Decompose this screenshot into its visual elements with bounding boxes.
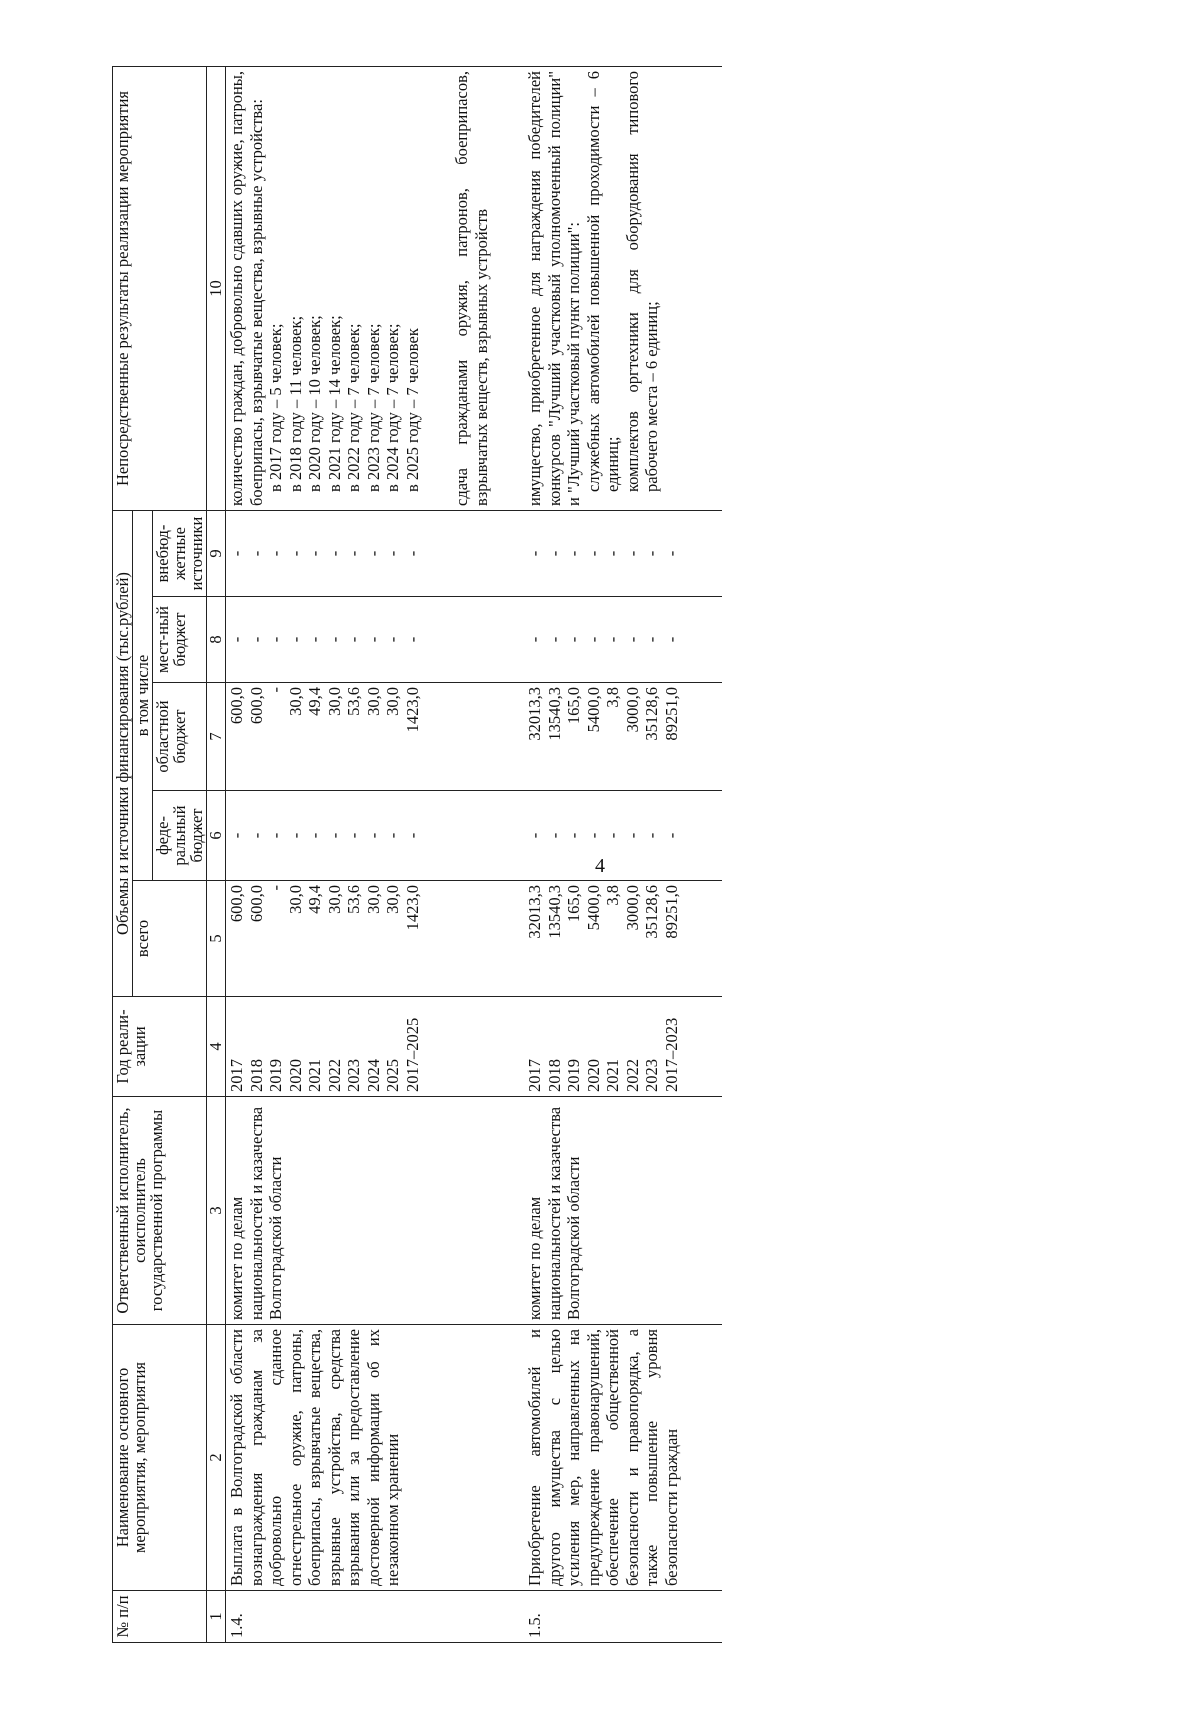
cell-line: 2025 <box>383 1059 402 1092</box>
cell-line: - <box>363 636 383 643</box>
page-number: 4 <box>595 855 605 877</box>
cell-line: - <box>583 832 603 839</box>
row-spacer <box>682 67 722 1643</box>
measure-name: Приобретение автомобилей и другого имущества с целью усиления мер, направленных на предупреждение правонарушений, обеспечение общественной безопасности и правопорядка, а также повышение уровня безопасности граждан <box>524 1325 682 1591</box>
cell-line: в 2021 году – 14 человек; <box>324 315 344 492</box>
column-number: 5 <box>207 881 226 997</box>
row-number: 1.4. <box>226 1591 493 1643</box>
cell-line: 2017–2025 <box>402 1017 422 1092</box>
cell-line: 3000,0 <box>622 885 642 931</box>
column-number: 9 <box>207 511 226 597</box>
regional-cell <box>524 683 682 791</box>
cell-line: 3,8 <box>603 885 622 906</box>
cell-line: 2023 <box>642 1059 661 1092</box>
cell-line: - <box>305 832 324 839</box>
cell-line: - <box>383 832 402 839</box>
cell-line: 600,0 <box>246 885 266 923</box>
row-spacer <box>492 67 524 1643</box>
cell-line: - <box>661 636 681 643</box>
cell-line: 32013,3 <box>525 687 544 741</box>
column-number: 3 <box>207 1097 226 1325</box>
cell-line: 2021 <box>603 1059 622 1092</box>
responsible-executor: комитет по делам национальностей и казачества Волгоградской области <box>226 1097 493 1325</box>
total-cell <box>524 881 682 997</box>
cell-line: - <box>622 832 642 839</box>
cell-line: - <box>227 550 246 557</box>
cell-line: в 2018 году – 11 человек; <box>285 315 305 492</box>
cell-line: 89251,0 <box>661 885 681 939</box>
cell-line: в 2025 году – 7 человек <box>402 328 422 492</box>
cell-line: 2017 <box>227 1059 246 1092</box>
column-number: 1 <box>207 1591 226 1643</box>
cell-line: - <box>324 636 344 643</box>
cell-line: - <box>525 832 544 839</box>
cell-line: - <box>227 832 246 839</box>
row-number: 1.5. <box>524 1591 682 1643</box>
cell-line: - <box>402 832 422 839</box>
column-number: 2 <box>207 1325 226 1591</box>
rotated-table-sheet <box>112 67 1112 1643</box>
cell-line: - <box>603 550 622 557</box>
header-extra: внебюд-жетные источники <box>153 511 207 597</box>
results-extra: сдача гражданами оружия, патронов, боеприпасов, взрывчатых веществ, взрывных устройств <box>452 71 491 506</box>
results-cell <box>226 67 493 511</box>
cell-line: 49,4 <box>305 687 324 716</box>
cell-line: 2020 <box>583 1059 603 1092</box>
cell-line: 89251,0 <box>661 687 681 741</box>
cell-line: комплектов оргтехники для оборудования типового рабочего места – 6 единиц; <box>622 71 661 492</box>
cell-line: - <box>344 636 363 643</box>
cell-line: - <box>642 636 661 643</box>
federal-cell <box>524 791 682 881</box>
cell-line: 3000,0 <box>622 687 642 733</box>
cell-line: 165,0 <box>564 885 583 923</box>
cell-line: - <box>564 832 583 839</box>
header-executor: Ответственный исполнитель, соисполнитель государственной программы <box>113 1097 207 1325</box>
cell-line: - <box>266 885 285 891</box>
cell-line: 2017 <box>525 1059 544 1092</box>
cell-line: - <box>285 636 305 643</box>
cell-line: - <box>324 832 344 839</box>
table-row-1-5 <box>524 67 682 1643</box>
header-including: в том числе <box>133 511 153 881</box>
total-cell <box>226 881 493 997</box>
cell-line: 53,6 <box>344 687 363 716</box>
cell-line: - <box>622 550 642 557</box>
cell-line: 35128,6 <box>642 687 661 741</box>
cell-line: - <box>305 636 324 643</box>
cell-line: 30,0 <box>324 885 344 914</box>
results-lines <box>266 71 422 506</box>
cell-line: - <box>246 832 266 839</box>
cell-line: 13540,3 <box>544 885 564 939</box>
cell-line: - <box>661 550 681 557</box>
measure-name: Выплата в Волгоградской области вознаграждения гражданам за добровольно сданное огнестрельное оружие, патроны, боеприпасы, взрывчатые вещества, взрывные устройства, средства взрывания или за предоставление достоверной информации об их незаконном хранении <box>226 1325 493 1591</box>
cell-line: в 2017 году – 5 человек; <box>266 323 285 492</box>
cell-line: - <box>525 550 544 557</box>
local-cell <box>226 597 493 683</box>
cell-line: - <box>305 550 324 557</box>
cell-line: - <box>266 687 285 693</box>
cell-line: - <box>363 550 383 557</box>
cell-line: - <box>285 550 305 557</box>
cell-line: 30,0 <box>324 687 344 716</box>
cell-line: 30,0 <box>363 885 383 914</box>
cell-line: - <box>383 550 402 557</box>
cell-line: - <box>642 550 661 557</box>
cell-line: - <box>266 636 285 643</box>
cell-line: 2021 <box>305 1059 324 1092</box>
cell-line: - <box>402 550 422 557</box>
cell-line: 2019 <box>564 1059 583 1092</box>
cell-line: 30,0 <box>383 687 402 716</box>
column-number: 4 <box>207 997 226 1097</box>
cell-line: 2017–2023 <box>661 1017 681 1092</box>
cell-line: - <box>622 636 642 643</box>
cell-line: 30,0 <box>383 885 402 914</box>
cell-line: 2024 <box>363 1059 383 1092</box>
regional-cell <box>226 683 493 791</box>
cell-line: 30,0 <box>285 687 305 716</box>
cell-line: в 2022 году – 7 человек; <box>344 323 363 492</box>
cell-line: 30,0 <box>285 885 305 914</box>
cell-line: 1423,0 <box>402 885 422 931</box>
cell-line: 600,0 <box>227 885 246 923</box>
table-row-1-4 <box>226 67 493 1643</box>
extra-cell <box>524 511 682 597</box>
cell-line: 2018 <box>544 1059 564 1092</box>
cell-line: - <box>227 636 246 643</box>
cell-line: 2022 <box>324 1059 344 1092</box>
cell-line: 13540,3 <box>544 687 564 741</box>
years-cell <box>524 997 682 1097</box>
years-cell <box>226 997 493 1097</box>
program-table <box>112 66 722 1643</box>
cell-line: - <box>564 636 583 643</box>
responsible-executor: комитет по делам национальностей и казачества Волгоградской области <box>524 1097 682 1325</box>
cell-line: 32013,3 <box>525 885 544 939</box>
cell-line: - <box>344 550 363 557</box>
cell-line: - <box>661 832 681 839</box>
header-year: Год реали-зации <box>113 997 207 1097</box>
cell-line: 600,0 <box>246 687 266 725</box>
column-number: 7 <box>207 683 226 791</box>
cell-line: - <box>642 832 661 839</box>
cell-line: 165,0 <box>564 687 583 725</box>
cell-line: - <box>544 832 564 839</box>
header-regional: областной бюджет <box>153 683 207 791</box>
cell-line: - <box>544 550 564 557</box>
cell-line: 2019 <box>266 1059 285 1092</box>
header-federal: феде-ральный бюджет <box>153 791 207 881</box>
local-cell <box>524 597 682 683</box>
cell-line: - <box>383 636 402 643</box>
cell-line: 3,8 <box>603 687 622 708</box>
cell-line: 2018 <box>246 1059 266 1092</box>
cell-line: - <box>246 636 266 643</box>
header-results: Непосредственные результаты реализации мероприятия <box>113 67 207 511</box>
cell-line: - <box>583 636 603 643</box>
header-local: мест-ный бюджет <box>153 597 207 683</box>
cell-line: - <box>402 636 422 643</box>
cell-line: - <box>285 832 305 839</box>
cell-line: 2020 <box>285 1059 305 1092</box>
cell-line: - <box>363 832 383 839</box>
cell-line: - <box>525 636 544 643</box>
cell-line: 35128,6 <box>642 885 661 939</box>
cell-line: - <box>344 832 363 839</box>
cell-line: 2022 <box>622 1059 642 1092</box>
cell-line: в 2020 году – 10 человек; <box>305 315 324 492</box>
header-name: Наименование основного мероприятия, мероприятия <box>113 1325 207 1591</box>
results-lines <box>584 71 662 506</box>
federal-cell <box>226 791 493 881</box>
results-intro: имущество, приобретенное для награждения победителей конкурсов "Лучший участковый уполномоченный полиции" и "Лучший участковый пункт полиции": <box>525 71 583 506</box>
cell-line: 49,4 <box>305 885 324 914</box>
cell-line: в 2023 году – 7 человек; <box>363 323 383 492</box>
column-number: 8 <box>207 597 226 683</box>
cell-line: - <box>266 832 285 839</box>
header-total: всего <box>133 881 207 997</box>
cell-line: 5400,0 <box>583 885 603 931</box>
header-no: № п/п <box>113 1591 207 1643</box>
column-number: 10 <box>207 67 226 511</box>
cell-line: - <box>266 550 285 557</box>
cell-line: - <box>564 550 583 557</box>
cell-line: служебных автомобилей повышенной проходимости – 6 единиц; <box>583 71 622 492</box>
results-cell <box>524 67 682 511</box>
header-volumes: Объемы и источники финансирования (тыс.рублей) <box>113 511 133 997</box>
cell-line: - <box>324 550 344 557</box>
results-intro: количество граждан, добровольно сдавших оружие, патроны, боеприпасы, взрывчатые вещества, взрывные устройства: <box>227 71 266 506</box>
cell-line: 600,0 <box>227 687 246 725</box>
cell-line: в 2024 году – 7 человек; <box>383 323 402 492</box>
column-number: 6 <box>207 791 226 881</box>
extra-cell <box>226 511 493 597</box>
cell-line: - <box>583 550 603 557</box>
cell-line: 53,6 <box>344 885 363 914</box>
cell-line: 1423,0 <box>402 687 422 733</box>
cell-line: 30,0 <box>363 687 383 716</box>
cell-line: - <box>544 636 564 643</box>
cell-line: - <box>246 550 266 557</box>
cell-line: 2023 <box>344 1059 363 1092</box>
cell-line: 5400,0 <box>583 687 603 733</box>
cell-line: - <box>603 636 622 643</box>
cell-line: - <box>603 832 622 839</box>
